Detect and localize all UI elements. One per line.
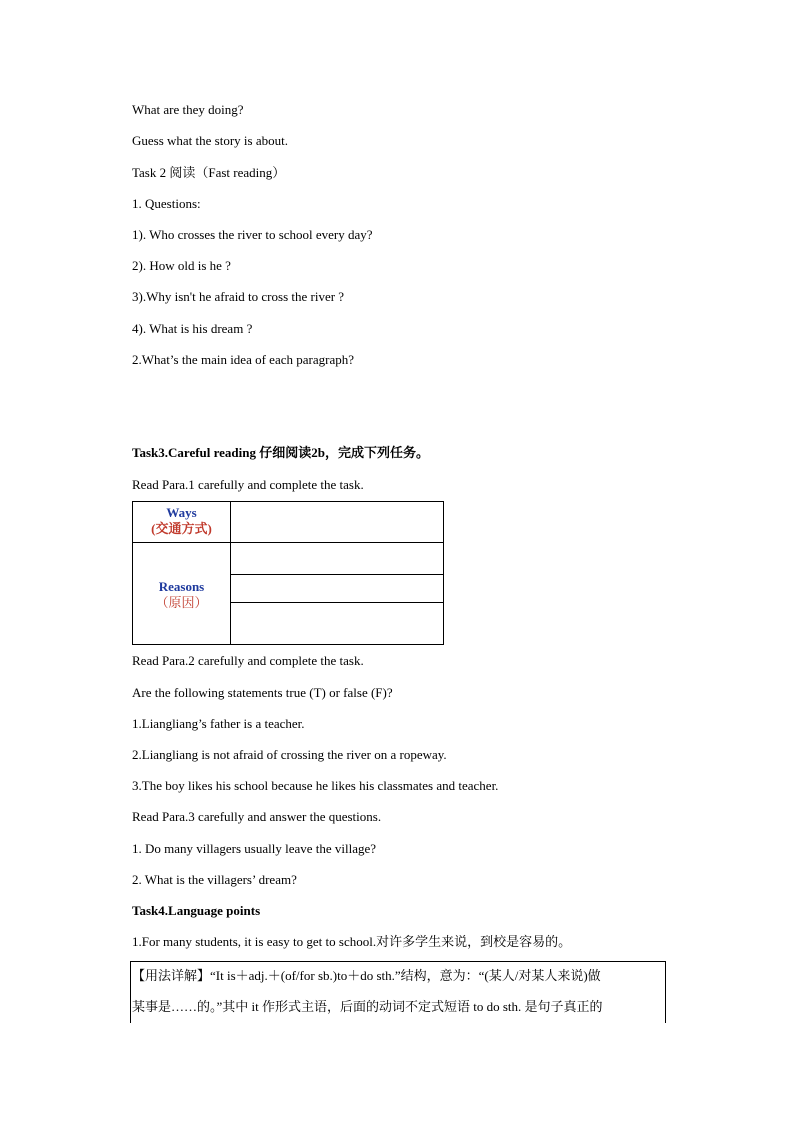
instruction-para2: Read Para.2 carefully and complete the task. — [132, 653, 364, 668]
table-cell-reason-1 — [231, 543, 443, 575]
question-1: 1). Who crosses the river to school every day? — [132, 227, 373, 242]
statement-3: 3.The boy likes his school because he likes his classmates and teacher. — [132, 778, 499, 793]
table-cell-reasons-label — [133, 543, 231, 644]
table-cell-ways-label — [133, 502, 231, 543]
ways-label: Ways — [166, 505, 197, 520]
heading-task4: Task4.Language points — [132, 903, 261, 918]
instruction-true-false: Are the following statements true (T) or false (F)? — [132, 685, 393, 700]
table-cell-ways-answer — [231, 502, 443, 543]
table-cell-reason-3 — [231, 603, 443, 644]
heading-task3: Task3.Careful reading 仔细阅读2b，完成下列任务。 — [132, 445, 429, 460]
text-guess-story: Guess what the story is about. — [132, 133, 288, 148]
question-2: 2). How old is he ? — [132, 258, 231, 273]
usage-note-line-2: 某事是……的。”其中 it 作形式主语，后面的动词不定式短语 to do sth. 是句子真正的 — [132, 999, 603, 1014]
reasons-label: Reasons — [158, 579, 205, 594]
question-4: 4). What is his dream ? — [132, 321, 253, 336]
usage-note-box — [130, 961, 666, 1023]
text-what-are-they-doing: What are they doing? — [132, 102, 244, 117]
statement-2: 2.Liangliang is not afraid of crossing the river on a ropeway. — [132, 747, 447, 762]
usage-note-line-1: 【用法详解】“It is＋adj.＋(of/for sb.)to＋do sth.”结构，意为：“(某人/对某人来说)做 — [132, 968, 601, 983]
instruction-para1: Read Para.1 carefully and complete the task. — [132, 477, 364, 492]
language-point-1: 1.For many students, it is easy to get to school.对许多学生来说，到校是容易的。 — [132, 934, 572, 949]
table-cell-reason-2 — [231, 575, 443, 603]
instruction-para3: Read Para.3 carefully and answer the questions. — [132, 809, 382, 824]
para3-question-1: 1. Do many villagers usually leave the village? — [132, 841, 377, 856]
heading-task2: Task 2 阅读（Fast reading） — [132, 165, 286, 180]
text-questions-label: 1. Questions: — [132, 196, 201, 211]
ways-reasons-table — [132, 501, 444, 645]
para3-question-2: 2. What is the villagers’ dream? — [132, 872, 297, 887]
reasons-label-cn: （原因） — [155, 595, 208, 610]
question-main-idea: 2.What’s the main idea of each paragraph? — [132, 352, 354, 367]
question-3: 3).Why isn't he afraid to cross the river ? — [132, 289, 345, 304]
statement-1: 1.Liangliang’s father is a teacher. — [132, 716, 305, 731]
ways-label-cn: (交通方式) — [151, 521, 212, 536]
